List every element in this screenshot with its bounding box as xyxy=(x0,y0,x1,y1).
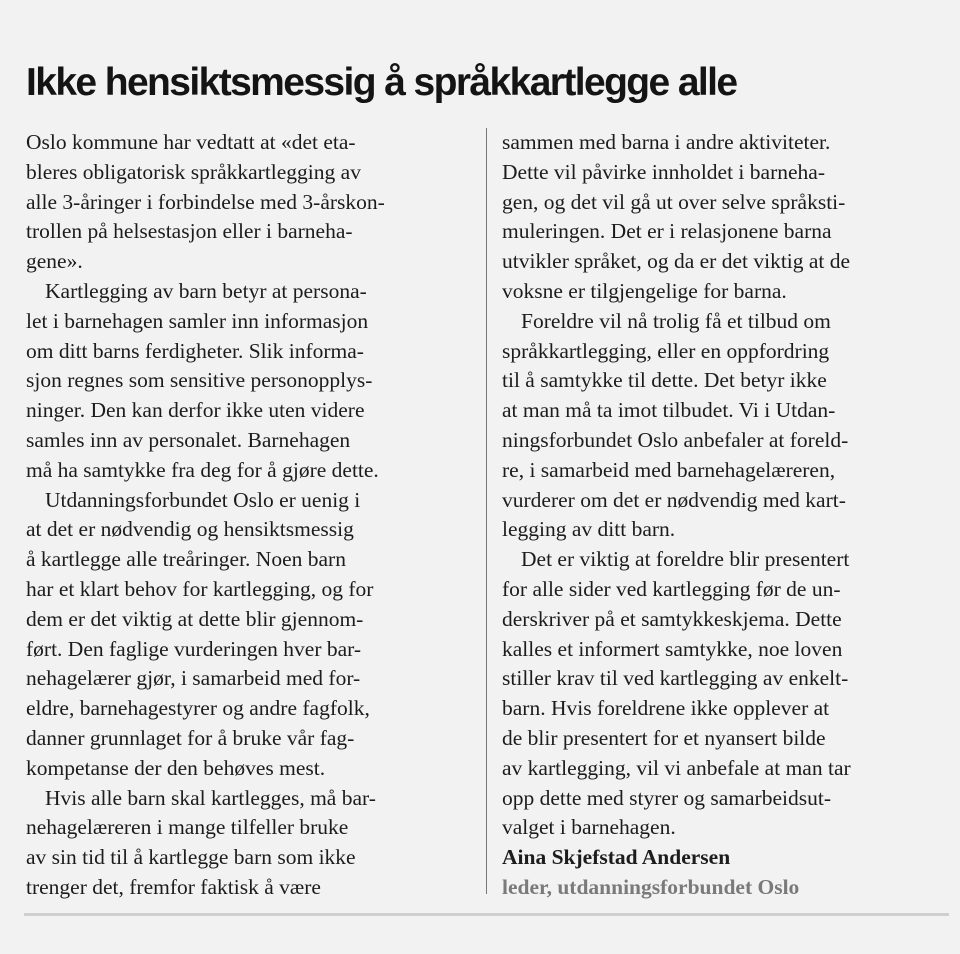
text-line: om ditt barns ferdigheter. Slik informa- xyxy=(26,338,364,363)
signature-role: leder, utdanningsforbundet Oslo xyxy=(502,874,800,899)
text-line: eldre, barnehagestyrer og andre fagfolk, xyxy=(26,696,370,721)
signature-name: Aina Skjefstad Andersen xyxy=(502,845,731,870)
text-line: ført. Den faglige vurderingen hver bar- xyxy=(26,636,362,661)
text-line: Kartlegging av barn betyr at persona- xyxy=(45,278,367,303)
text-line: å kartlegge alle treåringer. Noen barn xyxy=(26,547,346,572)
text-line: gene». xyxy=(26,249,83,274)
right-column xyxy=(502,128,952,903)
text-line: stiller krav til ved kartlegging av enkelt- xyxy=(502,666,849,691)
text-line: sjon regnes som sensitive personopplys- xyxy=(26,368,373,393)
text-line: Hvis alle barn skal kartlegges, må bar- xyxy=(45,785,376,810)
text-line: vurderer om det er nødvendig med kart- xyxy=(502,487,846,512)
text-line: voksne er tilgjengelige for barna. xyxy=(502,278,787,303)
headline: Ikke hensiktsmessig å språkkartlegge alle xyxy=(26,61,737,104)
text-line: legging av ditt barn. xyxy=(502,517,676,542)
text-line: Dette vil påvirke innholdet i barneha- xyxy=(502,159,825,184)
text-line: kompetanse der den behøves mest. xyxy=(26,755,326,780)
text-line: trenger det, fremfor faktisk å være xyxy=(26,874,321,899)
text-line: språkkartlegging, eller en oppfordring xyxy=(502,338,830,363)
text-line: at det er nødvendig og hensiktsmessig xyxy=(26,517,354,542)
text-line: re, i samarbeid med barnehagelæreren, xyxy=(502,457,836,482)
text-line: sammen med barna i andre aktiviteter. xyxy=(502,130,831,154)
text-line: derskriver på et samtykkeskjema. Dette xyxy=(502,606,842,631)
text-line: de blir presentert for et nyansert bilde xyxy=(502,725,826,750)
text-line: samles inn av personalet. Barnehagen xyxy=(26,427,351,452)
text-line: utvikler språket, og da er det viktig at de xyxy=(502,249,851,274)
text-line: trollen på helsestasjon eller i barneha- xyxy=(26,219,353,244)
text-line: av kartlegging, vil vi anbefale at man tar xyxy=(502,755,851,780)
text-line: barn. Hvis foreldrene ikke opplever at xyxy=(502,696,830,721)
text-line: dem er det viktig at dette blir gjennom- xyxy=(26,606,364,631)
text-line: let i barnehagen samler inn informasjon xyxy=(26,308,369,333)
text-line: av sin tid til å kartlegge barn som ikke xyxy=(26,845,356,870)
text-line: at man må ta imot tilbudet. Vi i Utdan- xyxy=(502,398,836,423)
right-column-body xyxy=(502,128,952,843)
text-line: må ha samtykke fra deg for å gjøre dette. xyxy=(26,457,379,482)
left-column xyxy=(26,128,466,903)
text-line: Oslo kommune har vedtatt at «det eta- xyxy=(26,130,356,154)
text-line: nehagelærer gjør, i samarbeid med for- xyxy=(26,666,361,691)
text-line: har et klart behov for kartlegging, og for xyxy=(26,576,374,601)
text-line: for alle sider ved kartlegging før de un- xyxy=(502,576,841,601)
text-line: valget i barnehagen. xyxy=(502,815,676,840)
text-line: kalles et informert samtykke, noe loven xyxy=(502,636,843,661)
bottom-rule xyxy=(24,913,949,916)
text-line: Det er viktig at foreldre blir presentert xyxy=(521,547,850,572)
text-line: gen, og det vil gå ut over selve språksti- xyxy=(502,189,846,214)
text-line: opp dette med styrer og samarbeidsut- xyxy=(502,785,831,810)
text-line: muleringen. Det er i relasjonene barna xyxy=(502,219,832,244)
column-divider xyxy=(486,128,487,894)
text-line: danner grunnlaget for å bruke vår fag- xyxy=(26,725,355,750)
text-line: ninger. Den kan derfor ikke uten videre xyxy=(26,398,365,423)
text-line: Utdanningsforbundet Oslo er uenig i xyxy=(45,487,361,512)
text-line: nehagelæreren i mange tilfeller bruke xyxy=(26,815,349,840)
text-line: alle 3-åringer i forbindelse med 3-årskon- xyxy=(26,189,385,214)
text-line: Foreldre vil nå trolig få et tilbud om xyxy=(521,308,831,333)
text-line: bleres obligatorisk språkkartlegging av xyxy=(26,159,361,184)
text-line: til å samtykke til dette. Det betyr ikke xyxy=(502,368,827,393)
text-line: ningsforbundet Oslo anbefaler at foreld- xyxy=(502,427,849,452)
